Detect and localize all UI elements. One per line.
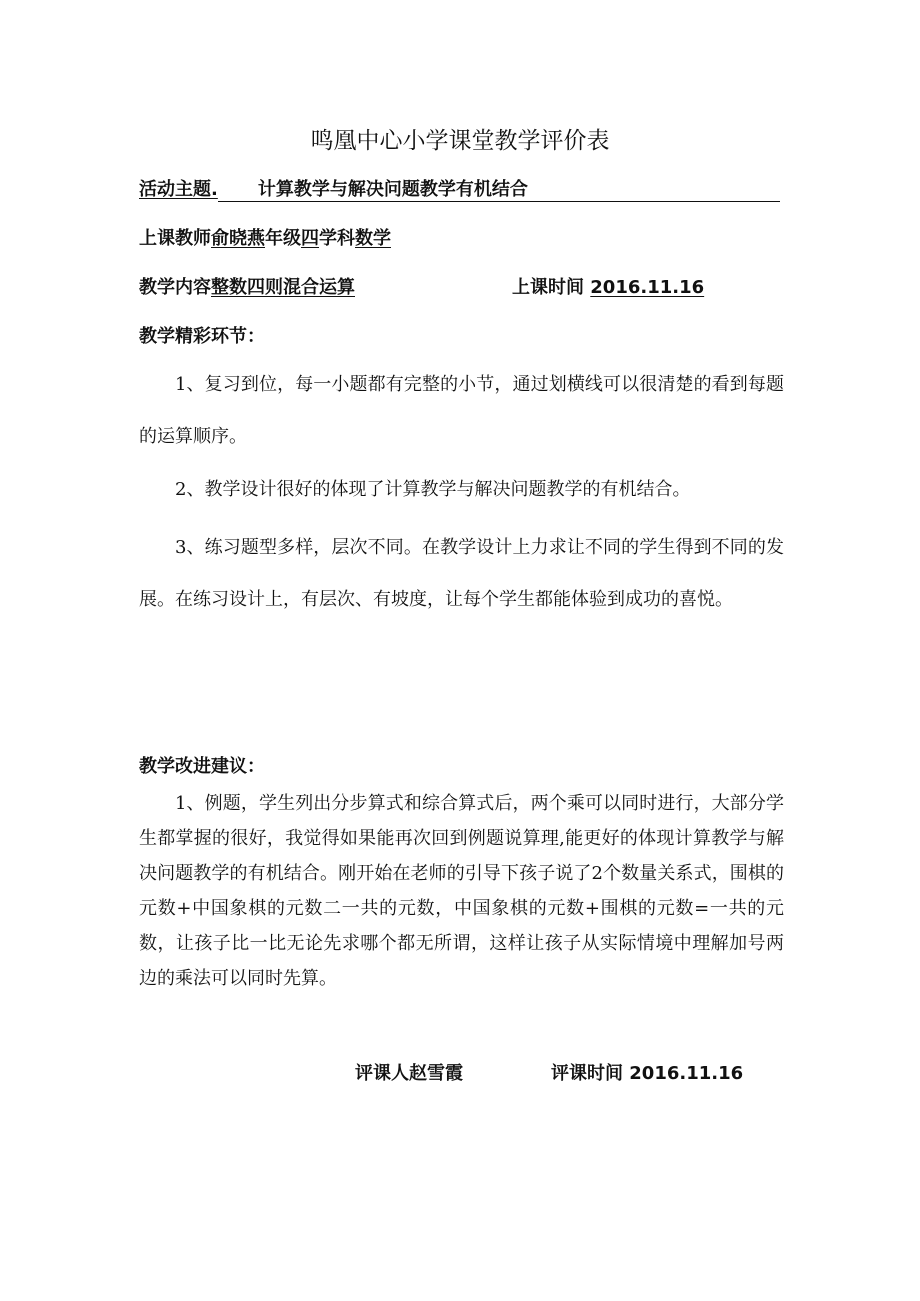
highlight-item-3: 3、练习题型多样，层次不同。在教学设计上力求让不同的学生得到不同的发展。在练习设计上，有层次、有坡度，让每个学生都能体验到成功的喜悦。 <box>139 537 784 610</box>
content-label: 教学内容 <box>139 277 211 298</box>
topic-line <box>139 175 780 202</box>
grade-label: 年级 <box>265 228 301 249</box>
reviewer-label: 评课人 <box>355 1063 409 1084</box>
review-time-value: 2016.11.16 <box>629 1063 744 1084</box>
class-time-value: 2016.11.16 <box>590 277 705 298</box>
highlights-heading: 教学精彩环节： <box>139 326 265 347</box>
topic-value: 计算教学与解决问题教学有机结合 <box>218 179 780 202</box>
class-time-label: 上课时间 <box>512 277 584 298</box>
subject-value: 数学 <box>355 228 391 249</box>
review-time-label: 评课时间 <box>551 1063 623 1084</box>
highlight-item-1: 1、复习到位，每一小题都有完整的小节，通过划横线可以很清楚的看到每题的运算顺序。 <box>139 374 784 447</box>
class-time <box>512 273 704 299</box>
reviewer-name: 赵雪霞 <box>409 1063 463 1084</box>
content-line <box>139 273 355 299</box>
teacher-label: 上课教师 <box>139 228 211 249</box>
suggestion-item-1: 1、例题，学生列出分步算式和综合算式后，两个乘可以同时进行，大部分学生都掌握的很好，我觉得如果能再次回到例题说算理,能更好的体现计算教学与解决问题教学的有机结合。刚开始在老师的引导下孩子说了2个数量关系式，围棋的元数+中国象棋的元数二一共的元数，中国象棋的元数+围棋的元数=一共的元数，让孩子比一比无论先求哪个都无所谓，这样让孩子从实际情境中理解加号两边的乘法可以同时先算。 <box>139 793 784 989</box>
highlight-item-2: 2、教学设计很好的体现了计算教学与解决问题教学的有机结合。 <box>175 479 691 500</box>
suggestions-heading: 教学改进建议： <box>139 756 265 777</box>
content-value: 整数四则混合运算 <box>211 277 355 298</box>
review-time <box>551 1059 743 1085</box>
subject-label: 学科 <box>319 228 355 249</box>
teacher-line <box>139 224 391 250</box>
reviewer <box>355 1059 463 1085</box>
teacher-name: 俞晓燕 <box>211 228 265 249</box>
grade-value: 四 <box>301 228 319 249</box>
topic-label: 活动主题. <box>139 179 218 200</box>
page-title: 鸣凰中心小学课堂教学评价表 <box>310 128 610 154</box>
